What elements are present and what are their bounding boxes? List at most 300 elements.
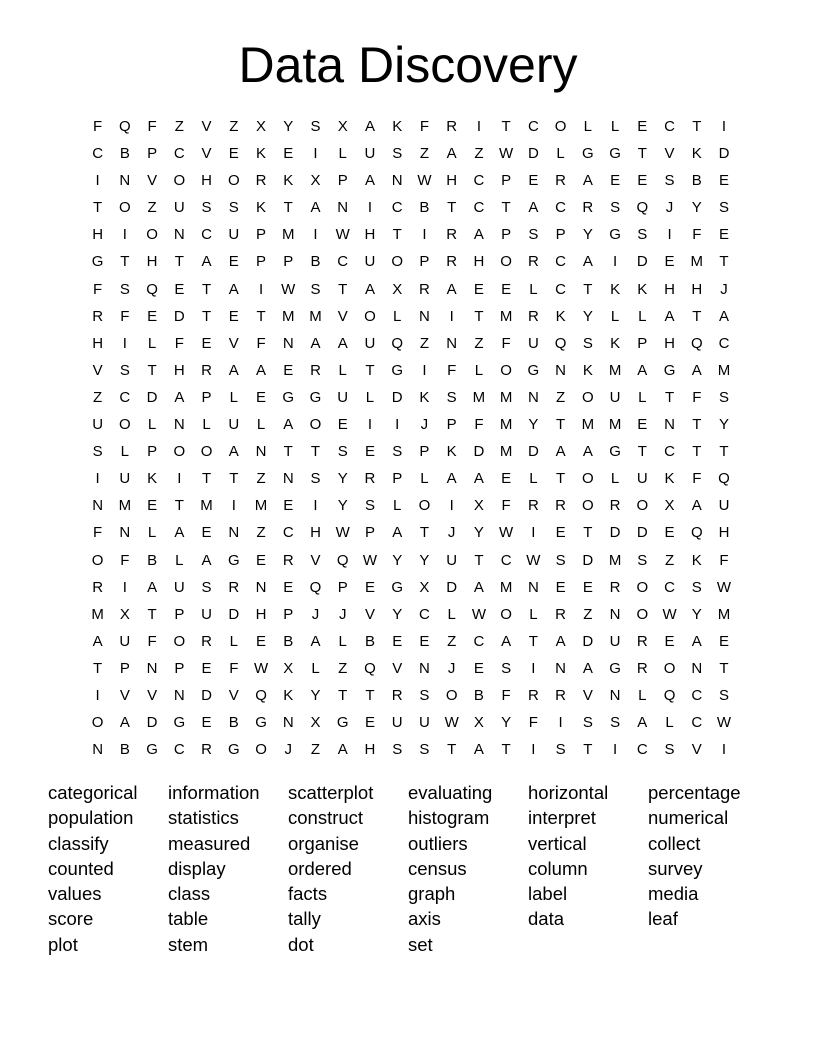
grid-cell: E <box>664 632 675 650</box>
grid-cell: X <box>119 605 130 623</box>
grid-cell: K <box>419 388 430 406</box>
grid-cell: Q <box>336 551 349 569</box>
grid-cell: C <box>500 551 512 569</box>
grid-cell: E <box>501 470 512 488</box>
grid-cell: N <box>255 578 267 596</box>
grid-cell: C <box>664 578 675 596</box>
word-item: statistics <box>168 807 239 829</box>
grid-cell: J <box>311 605 320 623</box>
grid-cell: M <box>499 443 513 461</box>
grid-cell: R <box>92 578 104 596</box>
grid-cell: P <box>147 145 158 163</box>
grid-cell: R <box>446 253 458 271</box>
grid-cell: K <box>283 172 294 190</box>
grid-cell: I <box>122 334 127 352</box>
grid-cell: M <box>608 416 622 434</box>
word-item: values <box>48 883 102 905</box>
grid-cell: A <box>691 497 702 515</box>
grid-cell: O <box>636 605 649 623</box>
grid-cell: K <box>610 280 621 298</box>
grid-cell: C <box>473 172 485 190</box>
grid-cell: T <box>556 416 566 434</box>
word-item: leaf <box>648 908 678 930</box>
grid-cell: C <box>337 253 349 271</box>
grid-cell: E <box>664 253 675 271</box>
grid-cell: A <box>201 253 212 271</box>
grid-cell: N <box>419 659 430 677</box>
grid-cell: J <box>665 199 674 217</box>
grid-cell: W <box>417 172 432 190</box>
grid-cell: C <box>527 118 539 135</box>
grid-cell: S <box>419 686 430 704</box>
grid-cell: G <box>391 578 404 596</box>
grid-cell: Y <box>392 605 403 623</box>
grid-cell: S <box>337 443 348 461</box>
grid-cell: Y <box>419 551 430 569</box>
grid-cell: I <box>122 226 127 244</box>
grid-cell: T <box>637 443 647 461</box>
grid-cell: S <box>719 686 730 704</box>
grid-cell: I <box>95 470 100 488</box>
grid-cell: E <box>528 172 539 190</box>
grid-cell: K <box>610 334 621 352</box>
grid-cell: A <box>637 714 648 732</box>
grid-cell: Z <box>229 118 239 135</box>
word-item: classify <box>48 832 109 854</box>
grid-cell: G <box>609 659 621 677</box>
grid-cell: O <box>364 307 376 325</box>
grid-cell: T <box>447 741 457 759</box>
grid-cell: F <box>692 470 702 488</box>
grid-row <box>84 140 738 167</box>
grid-cell: S <box>719 388 730 406</box>
grid-cell: A <box>473 470 484 488</box>
grid-cell: T <box>501 741 511 759</box>
grid-cell: L <box>120 443 130 461</box>
grid-cell: Y <box>337 497 348 515</box>
grid-cell: I <box>95 172 100 190</box>
grid-cell: O <box>173 632 186 650</box>
grid-cell: Q <box>718 470 730 488</box>
grid-cell: D <box>527 443 539 461</box>
grid-cell: B <box>147 551 158 569</box>
grid-cell: Y <box>283 118 294 135</box>
grid-cell: L <box>420 470 429 488</box>
grid-cell: F <box>174 334 184 352</box>
grid-cell: I <box>395 416 400 434</box>
word-item: evaluating <box>408 782 493 803</box>
grid-cell: P <box>419 253 430 271</box>
grid-cell: A <box>310 334 321 352</box>
grid-cell: T <box>692 416 702 434</box>
grid-cell: Q <box>119 118 131 135</box>
grid-cell: S <box>392 145 403 163</box>
grid-cell: R <box>527 307 539 325</box>
grid-cell: S <box>664 741 675 759</box>
grid-cell: K <box>256 199 267 217</box>
grid-row <box>84 465 738 492</box>
grid-cell: A <box>637 361 648 379</box>
word-item: categorical <box>48 782 138 803</box>
grid-cell: P <box>174 659 185 677</box>
grid-cell: N <box>92 741 104 759</box>
word-item: display <box>168 857 226 879</box>
grid-cell: Q <box>636 199 649 217</box>
grid-cell: O <box>582 497 594 515</box>
grid-cell: E <box>256 632 267 650</box>
grid-cell: R <box>201 741 212 759</box>
grid-cell: D <box>609 524 621 542</box>
grid-cell: W <box>499 524 514 542</box>
grid-cell: L <box>474 361 484 379</box>
grid-cell: T <box>583 741 593 759</box>
grid-cell: A <box>528 199 539 217</box>
grid-cell: O <box>500 253 512 271</box>
grid-cell: E <box>719 632 730 650</box>
grid-cell: E <box>337 416 348 434</box>
grid-cell: Y <box>501 714 512 732</box>
grid-cell: U <box>364 145 376 163</box>
grid-cell: C <box>473 199 485 217</box>
grid-cell: I <box>612 253 618 271</box>
grid-cell: O <box>200 443 213 461</box>
grid-cell: S <box>637 551 648 569</box>
grid-cell: S <box>364 497 375 515</box>
grid-cell: E <box>473 659 484 677</box>
grid-cell: Y <box>528 416 539 434</box>
word-item: information <box>168 782 260 803</box>
grid-cell: O <box>500 605 512 623</box>
grid-cell: I <box>367 199 373 217</box>
grid-cell: R <box>201 361 212 379</box>
grid-cell: A <box>174 524 185 542</box>
grid-cell: O <box>663 659 676 677</box>
grid-cell: W <box>471 605 486 623</box>
grid-cell: H <box>364 741 376 759</box>
grid-cell: N <box>228 524 240 542</box>
grid-cell: Q <box>554 334 567 352</box>
grid-cell: X <box>310 172 321 190</box>
grid-cell: N <box>337 199 349 217</box>
grid-cell: A <box>283 416 294 434</box>
grid-cell: N <box>391 172 403 190</box>
grid-cell: Z <box>474 334 484 352</box>
grid-cell: N <box>446 334 458 352</box>
grid-cell: R <box>555 172 567 190</box>
grid-cell: L <box>393 307 402 325</box>
grid-cell: U <box>391 714 403 732</box>
grid-cell: G <box>609 226 621 244</box>
grid-cell: C <box>473 632 485 650</box>
grid-cell: T <box>310 443 321 461</box>
grid-row <box>84 574 738 601</box>
grid-cell: I <box>313 497 318 515</box>
grid-cell: M <box>717 361 731 379</box>
grid-cell: A <box>691 632 702 650</box>
grid-cell: V <box>147 686 158 704</box>
grid-cell: P <box>419 443 430 461</box>
word-item: vertical <box>528 832 587 854</box>
grid-cell: I <box>95 686 100 704</box>
grid-cell: F <box>474 416 484 434</box>
grid-cell: I <box>476 118 481 135</box>
grid-cell: T <box>93 659 103 677</box>
grid-cell: B <box>691 172 702 190</box>
grid-cell: V <box>92 361 103 379</box>
grid-cell: Z <box>583 605 593 623</box>
grid-cell: H <box>364 226 376 244</box>
grid-cell: B <box>228 714 239 732</box>
grid-cell: Y <box>473 524 484 542</box>
grid-cell: W <box>335 524 350 542</box>
grid-cell: W <box>716 714 732 732</box>
grid-cell: E <box>419 632 430 650</box>
grid-cell: T <box>719 443 729 461</box>
grid-cell: Z <box>474 145 484 163</box>
word-item: survey <box>648 857 703 879</box>
grid-cell: R <box>609 578 621 596</box>
grid-cell: Y <box>691 199 702 217</box>
grid-cell: U <box>446 551 458 569</box>
grid-cell: A <box>256 361 267 379</box>
grid-cell: A <box>582 659 593 677</box>
grid-cell: E <box>228 145 239 163</box>
grid-cell: M <box>608 551 622 569</box>
grid-cell: T <box>93 199 103 217</box>
grid-cell: T <box>283 199 293 217</box>
grid-cell: H <box>691 280 703 298</box>
grid-cell: A <box>364 280 375 298</box>
grid-cell: I <box>422 226 427 244</box>
grid-cell: P <box>174 605 185 623</box>
grid-cell: R <box>527 497 539 515</box>
grid-cell: J <box>284 741 292 759</box>
grid-cell: P <box>364 524 375 542</box>
grid-cell: I <box>122 578 127 596</box>
word-item: label <box>528 883 568 905</box>
grid-cell: N <box>555 659 567 677</box>
grid-cell: F <box>501 334 511 352</box>
grid-cell: X <box>310 714 321 732</box>
grid-cell: B <box>283 632 294 650</box>
grid-cell: G <box>527 361 540 379</box>
grid-cell: T <box>120 253 130 271</box>
grid-cell: W <box>662 605 677 623</box>
grid-cell: A <box>473 226 484 244</box>
grid-row <box>84 655 738 682</box>
grid-cell: M <box>690 253 704 271</box>
grid-cell: K <box>691 145 702 163</box>
grid-cell: O <box>91 714 104 732</box>
grid-cell: S <box>582 714 593 732</box>
grid-cell: T <box>692 118 702 135</box>
grid-row <box>84 221 738 248</box>
grid-cell: S <box>392 741 403 759</box>
grid-cell: M <box>499 307 513 325</box>
grid-cell: A <box>392 524 403 542</box>
word-item: organise <box>288 832 359 854</box>
grid-cell: R <box>527 253 539 271</box>
grid-cell: V <box>147 172 158 190</box>
grid-cell: E <box>719 172 730 190</box>
word-item: measured <box>168 832 251 854</box>
grid-cell: J <box>447 524 456 542</box>
grid-cell: W <box>362 551 378 569</box>
grid-cell: T <box>583 280 593 298</box>
grid-cell: O <box>173 172 186 190</box>
grid-cell: M <box>499 416 513 434</box>
grid-cell: S <box>419 741 430 759</box>
grid-cell: A <box>228 443 239 461</box>
grid-cell: M <box>309 307 322 325</box>
grid-cell: S <box>528 226 539 244</box>
grid-cell: C <box>555 199 567 217</box>
grid-cell: U <box>364 334 376 352</box>
grid-cell: E <box>664 524 675 542</box>
grid-cell: O <box>91 551 104 569</box>
grid-cell: P <box>446 416 457 434</box>
grid-cell: E <box>610 172 621 190</box>
grid-cell: T <box>256 307 266 325</box>
grid-cell: D <box>582 551 594 569</box>
word-item: tally <box>288 908 321 930</box>
grid-cell: L <box>338 361 347 379</box>
grid-cell: C <box>664 443 675 461</box>
grid-cell: N <box>282 714 294 732</box>
grid-cell: P <box>283 253 294 271</box>
word-list <box>48 780 788 957</box>
grid-cell: T <box>419 524 430 542</box>
grid-cell: S <box>310 118 321 135</box>
grid-cell: K <box>256 145 267 163</box>
grid-cell: R <box>636 659 648 677</box>
grid-cell: A <box>92 632 103 650</box>
grid-cell: L <box>365 388 375 406</box>
grid-cell: U <box>228 416 240 434</box>
word-item: numerical <box>648 807 729 829</box>
word-item: facts <box>288 883 328 905</box>
grid-cell: A <box>147 578 158 596</box>
grid-cell: G <box>227 551 240 569</box>
grid-cell: P <box>337 172 348 190</box>
grid-cell: H <box>718 524 730 542</box>
grid-cell: A <box>228 361 239 379</box>
grid-cell: E <box>719 226 730 244</box>
grid-cell: T <box>528 632 538 650</box>
grid-cell: I <box>367 416 373 434</box>
grid-cell: V <box>664 145 675 163</box>
grid-cell: S <box>610 714 621 732</box>
word-item: collect <box>648 832 701 854</box>
grid-cell: N <box>119 524 131 542</box>
grid-cell: L <box>529 280 538 298</box>
grid-cell: Y <box>392 551 403 569</box>
word-item: ordered <box>288 857 352 879</box>
grid-row <box>84 330 738 357</box>
grid-cell: E <box>174 280 185 298</box>
grid-cell: D <box>636 524 648 542</box>
grid-cell: B <box>419 199 430 217</box>
grid-cell: Y <box>582 226 593 244</box>
grid-cell: H <box>255 605 267 623</box>
grid-cell: C <box>691 686 703 704</box>
grid-cell: P <box>119 659 130 677</box>
grid-cell: K <box>664 470 675 488</box>
word-item: score <box>48 908 94 930</box>
word-item: population <box>48 807 134 829</box>
word-item: set <box>408 933 433 955</box>
grid-cell: T <box>474 551 484 569</box>
grid-cell: L <box>338 632 347 650</box>
grid-cell: S <box>582 334 593 352</box>
grid-cell: T <box>692 307 702 325</box>
grid-cell: K <box>283 686 294 704</box>
grid-cell: E <box>283 361 294 379</box>
grid-cell: E <box>201 714 212 732</box>
grid-cell: G <box>227 741 240 759</box>
grid-cell: F <box>93 118 103 135</box>
grid-cell: M <box>581 416 595 434</box>
grid-cell: L <box>665 714 674 732</box>
grid-cell: K <box>582 361 593 379</box>
grid-cell: A <box>364 118 375 135</box>
grid-cell: G <box>582 145 594 163</box>
grid-cell: L <box>256 416 266 434</box>
grid-cell: V <box>201 145 212 163</box>
grid-cell: O <box>554 118 567 135</box>
grid-cell: H <box>664 334 675 352</box>
grid-cell: O <box>119 416 131 434</box>
grid-cell: Z <box>419 145 430 163</box>
grid-cell: Z <box>93 388 103 406</box>
grid-cell: E <box>283 145 294 163</box>
word-item: dot <box>288 933 314 955</box>
word-item: histogram <box>408 807 490 829</box>
grid-cell: G <box>309 388 322 406</box>
grid-cell: L <box>202 416 211 434</box>
grid-cell: W <box>253 659 269 677</box>
grid-cell: T <box>201 470 212 488</box>
grid-cell: D <box>718 145 730 163</box>
grid-cell: C <box>201 226 212 244</box>
grid-cell: X <box>283 659 294 677</box>
grid-cell: F <box>120 551 130 569</box>
grid-row <box>84 547 738 574</box>
grid-cell: E <box>637 416 648 434</box>
grid-cell: I <box>449 497 454 515</box>
grid-row <box>84 709 738 736</box>
grid-cell: A <box>337 741 348 759</box>
grid-cell: E <box>364 578 375 596</box>
grid-cell: F <box>692 226 702 244</box>
grid-cell: T <box>692 443 702 461</box>
grid-cell: L <box>638 388 647 406</box>
grid-cell: U <box>419 714 430 732</box>
grid-cell: L <box>638 307 647 325</box>
grid-cell: D <box>636 253 648 271</box>
grid-cell: H <box>92 226 104 244</box>
grid-cell: L <box>556 145 565 163</box>
grid-cell: E <box>256 388 267 406</box>
grid-cell: M <box>91 605 104 623</box>
grid-cell: W <box>716 578 732 596</box>
grid-row <box>84 384 738 411</box>
grid-cell: C <box>173 145 185 163</box>
word-item: column <box>528 857 588 879</box>
grid-cell: I <box>422 361 427 379</box>
grid-cell: N <box>664 416 675 434</box>
grid-cell: Q <box>255 686 267 704</box>
